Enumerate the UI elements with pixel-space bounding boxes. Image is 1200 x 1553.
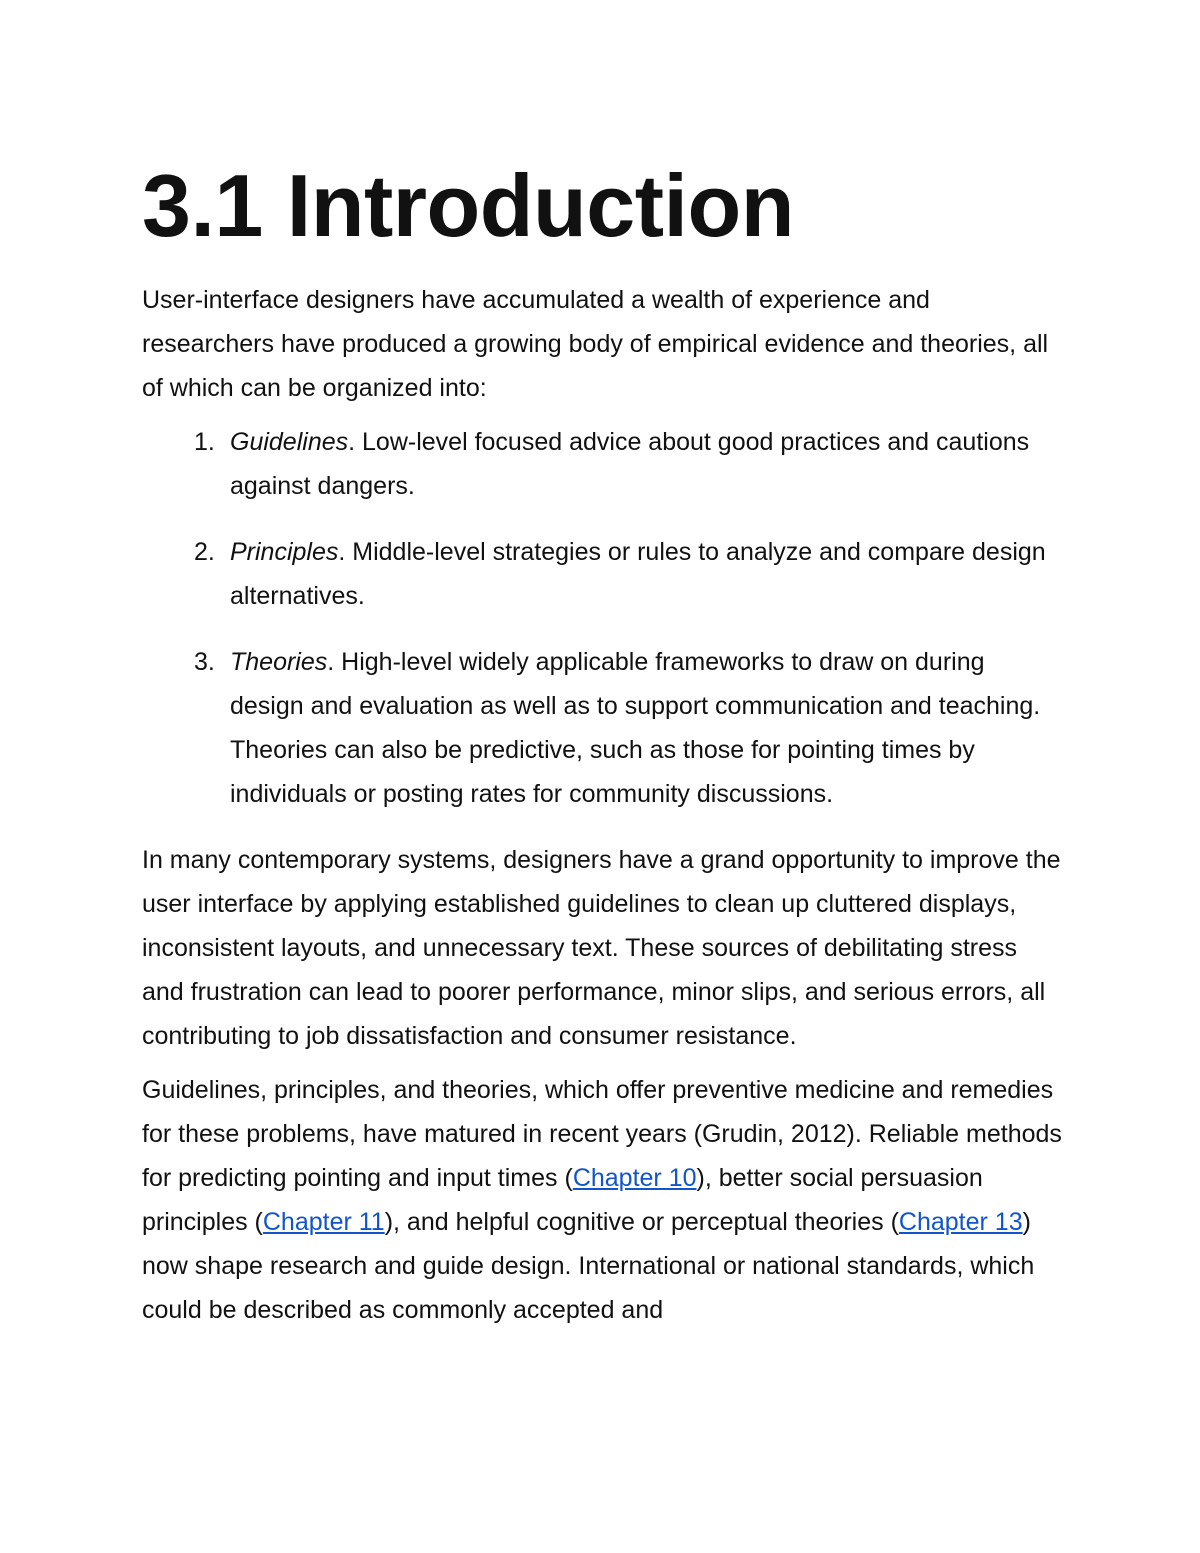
- list-number: 1.: [194, 428, 215, 456]
- body-paragraph-2: [142, 1068, 1062, 1332]
- document-page: [142, 158, 1062, 1342]
- chapter-10-link[interactable]: Chapter 10: [572, 1164, 697, 1192]
- para-text: ) now shape research and guide design. International or national standards, which could be described as commonly accepted and: [142, 1208, 1035, 1324]
- chapter-13-link[interactable]: Chapter 13: [898, 1208, 1023, 1236]
- intro-paragraph: User-interface designers have accumulated a wealth of experience and researchers have produced a growing body of empirical evidence and theories, all of which can be organized into:: [142, 286, 1049, 402]
- list-term: Principles: [230, 538, 339, 566]
- numbered-list: [142, 420, 1062, 816]
- list-text: . Low-level focused advice about good practices and cautions against dangers.: [230, 428, 1030, 500]
- list-item: [142, 530, 1062, 618]
- list-term: Guidelines: [230, 428, 349, 456]
- chapter-11-link[interactable]: Chapter 11: [262, 1208, 385, 1236]
- section-heading: 3.1 Introduction: [142, 156, 794, 255]
- list-item: [142, 640, 1062, 816]
- list-text: . High-level widely applicable frameworks to draw on during design and evaluation as well as to support communication and teaching. Theories can also be predictive, such as those for pointing times by individuals or posting rates for community discussions.: [230, 648, 1041, 808]
- list-number: 3.: [194, 648, 215, 676]
- list-item: [142, 420, 1062, 508]
- list-term: Theories: [230, 648, 328, 676]
- list-text: . Middle-level strategies or rules to analyze and compare design alternatives.: [230, 538, 1046, 610]
- para-text: ), better social persuasion principles (: [142, 1164, 983, 1236]
- para-text: Guidelines, principles, and theories, which offer preventive medicine and remedies for these problems, have matured in recent years (Grudin, 2012). Reliable methods for predicting pointing and input times (: [142, 1076, 1062, 1192]
- body-paragraph-1: In many contemporary systems, designers have a grand opportunity to improve the user interface by applying established guidelines to clean up cluttered displays, inconsistent layouts, and unnecessary text. These sources of debilitating stress and frustration can lead to poorer performance, minor slips, and serious errors, all contributing to job dissatisfaction and consumer resistance.: [142, 846, 1061, 1050]
- para-text: ), and helpful cognitive or perceptual theories (: [384, 1208, 899, 1236]
- list-number: 2.: [194, 538, 215, 566]
